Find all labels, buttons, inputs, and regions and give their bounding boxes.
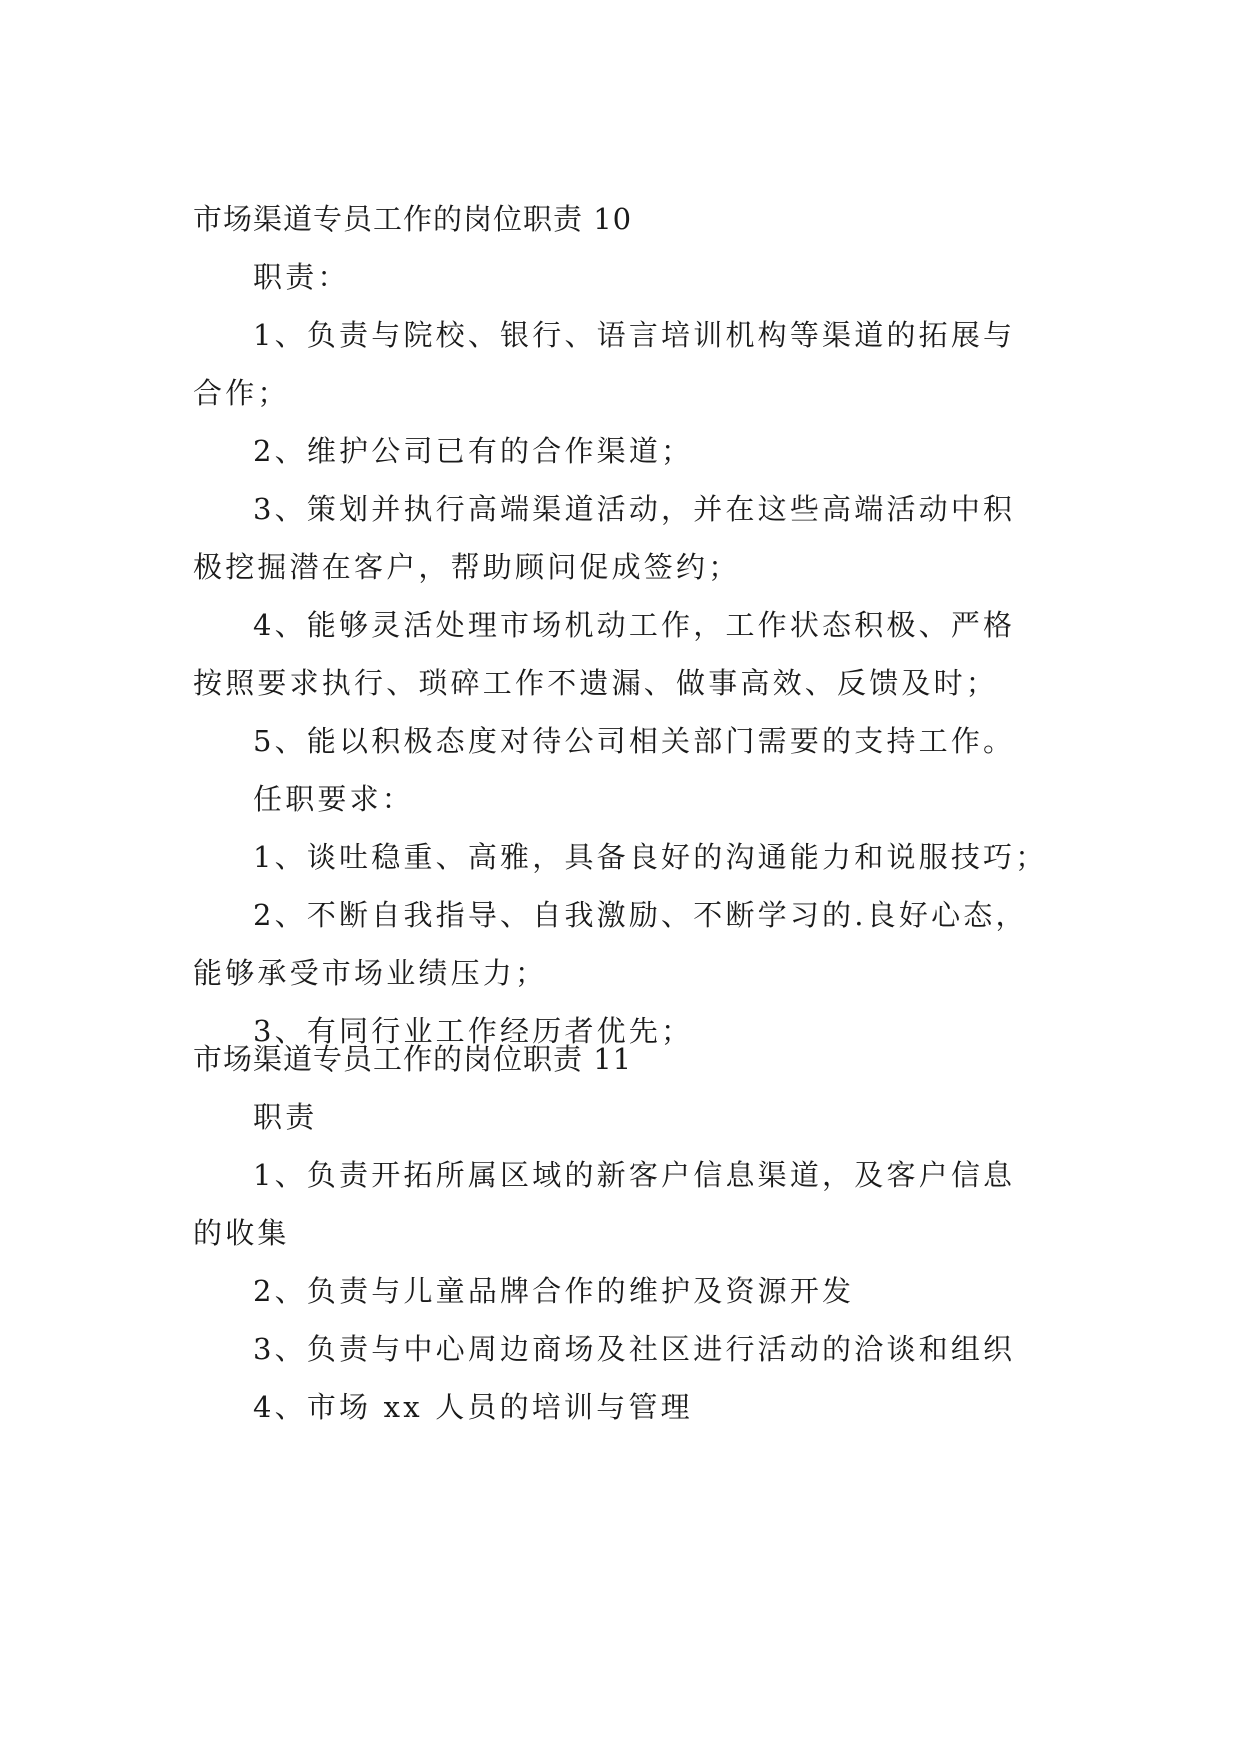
duty-item-3-cont: 极挖掘潜在客户，帮助顾问促成签约； [193, 550, 741, 584]
duty-item-4-cont: 按照要求执行、琐碎工作不遗漏、做事高效、反馈及时； [193, 666, 999, 700]
duty-item-1: 1、负责开拓所属区域的新客户信息渠道，及客户信息 [253, 1158, 1016, 1192]
requirement-item-3: 3、有同行业工作经历者优先； [253, 1014, 694, 1048]
duty-item-1-cont: 的收集 [193, 1216, 290, 1250]
requirements-label: 任职要求： [253, 782, 415, 816]
duty-item-5: 5、能以积极态度对待公司相关部门需要的支持工作。 [253, 724, 1016, 758]
requirement-item-1: 1、谈吐稳重、高雅，具备良好的沟通能力和说服技巧； [253, 840, 1048, 874]
duty-item-1: 1、负责与院校、银行、语言培训机构等渠道的拓展与 [253, 318, 1016, 352]
section-10 [193, 190, 1073, 1060]
duty-item-4: 4、市场 xx 人员的培训与管理 [253, 1390, 693, 1424]
requirement-item-2: 2、不断自我指导、自我激励、不断学习的.良好心态， [253, 898, 1028, 932]
duty-item-2: 2、维护公司已有的合作渠道； [253, 434, 694, 468]
duty-item-3: 3、负责与中心周边商场及社区进行活动的洽谈和组织 [253, 1332, 1016, 1366]
requirement-item-2-cont: 能够承受市场业绩压力； [193, 956, 548, 990]
duties-label: 职责 [253, 1100, 318, 1134]
section-11 [193, 1030, 1073, 1436]
duties-label: 职责： [253, 260, 350, 294]
section-title: 市场渠道专员工作的岗位职责 11 [193, 1042, 633, 1076]
duty-item-1-cont: 合作； [193, 376, 290, 410]
duty-item-3: 3、策划并执行高端渠道活动，并在这些高端活动中积 [253, 492, 1016, 526]
duty-item-2: 2、负责与儿童品牌合作的维护及资源开发 [253, 1274, 855, 1308]
duty-item-4: 4、能够灵活处理市场机动工作，工作状态积极、严格 [253, 608, 1016, 642]
section-title: 市场渠道专员工作的岗位职责 10 [193, 202, 633, 236]
